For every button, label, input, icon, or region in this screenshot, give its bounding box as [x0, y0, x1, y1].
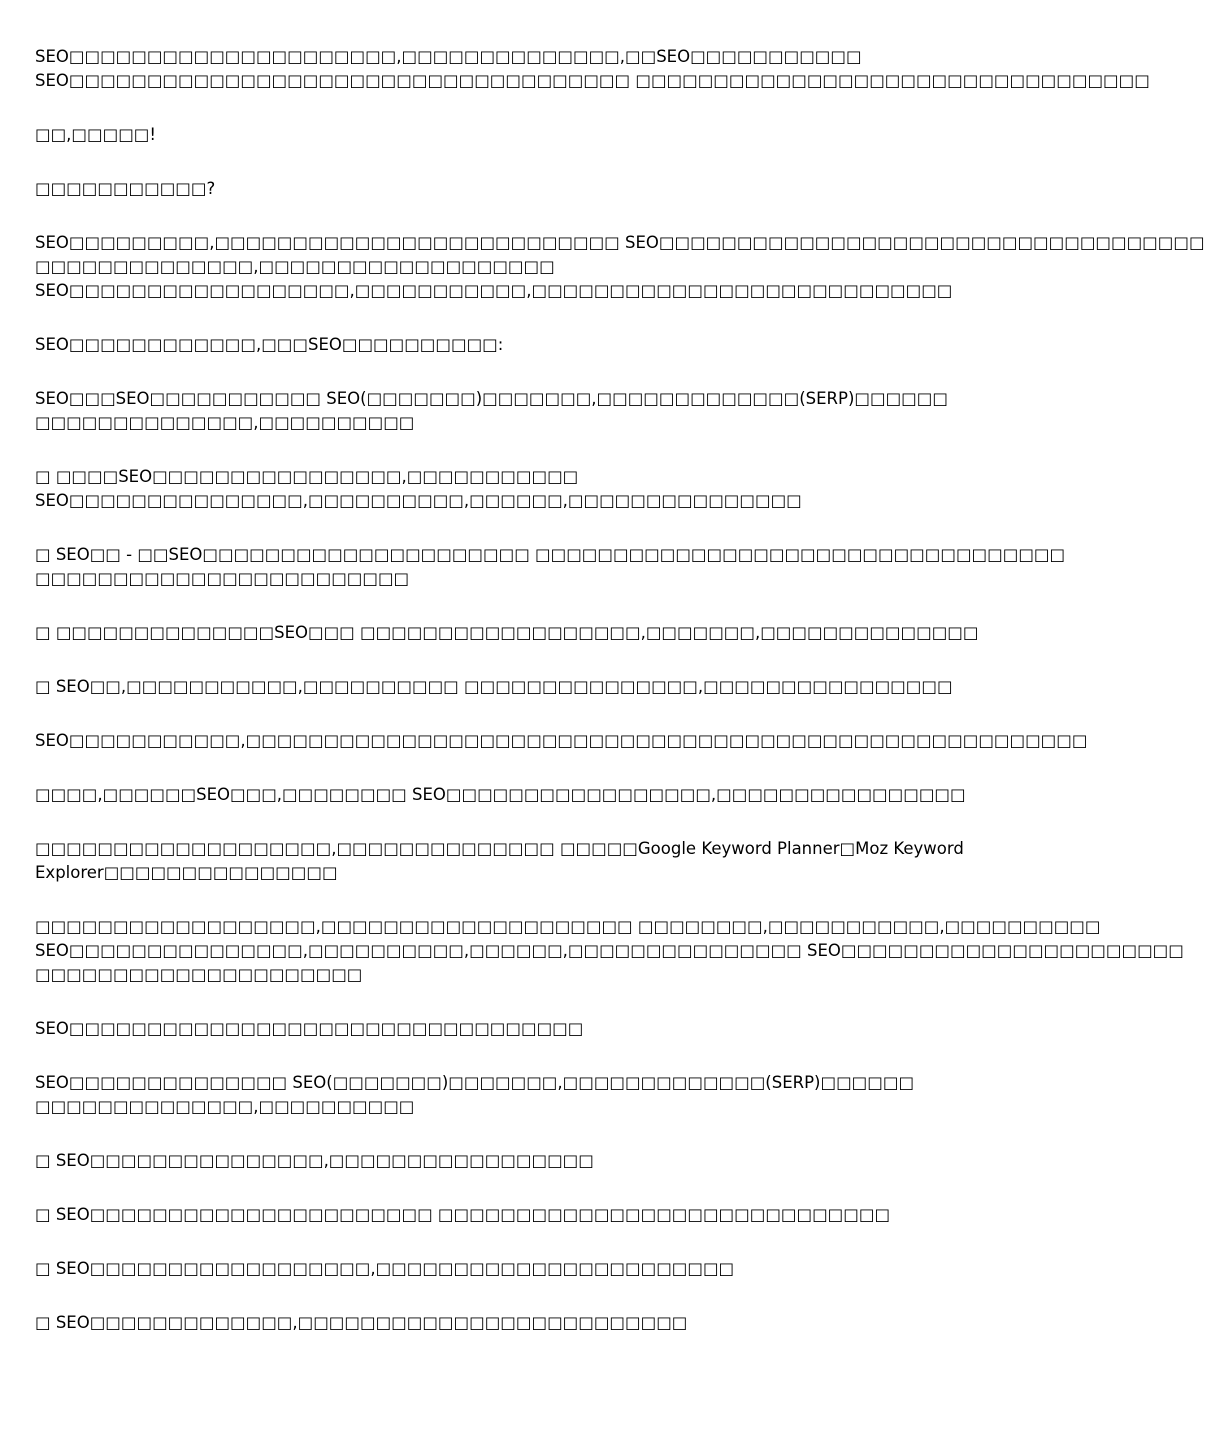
- paragraph: [35, 543, 1066, 591]
- text-line: SEO□□□SEO□□□□□□□□□□□ SEO(□□□□□□□)□□□□□□□,□□□□□□□□□□□□□(SERP)□□□□□□: [35, 389, 948, 408]
- paragraph: [35, 1257, 990, 1281]
- paragraph: [35, 177, 990, 201]
- text-line: SEO□□□□□□□□□□□□□□□□□□□□□□□□□□□□□□□□□□□□ □□□□□□□□□□□□□□□□□□□□□□□□□□□□□□□□□: [35, 71, 1150, 90]
- text-line: Explorer□□□□□□□□□□□□□□□: [35, 863, 338, 882]
- paragraph: [35, 1071, 990, 1119]
- paragraph: [35, 1203, 990, 1227]
- text-line: SEO□□□□□□□□□□□□□□ SEO(□□□□□□□)□□□□□□□,□□□□□□□□□□□□□(SERP)□□□□□□: [35, 1073, 915, 1092]
- text-line: SEO□□□□□□□□□□□□□□□□□□□□□,□□□□□□□□□□□□□□,□□SEO□□□□□□□□□□□: [35, 47, 862, 66]
- paragraph: [35, 675, 990, 699]
- paragraph: [35, 729, 1088, 753]
- paragraph: [35, 1017, 990, 1041]
- text-line: □ SEO□□ - □□SEO□□□□□□□□□□□□□□□□□□□□□ □□□□□□□□□□□□□□□□□□□□□□□□□□□□□□□□□□: [35, 545, 1066, 564]
- text-line: SEO□□□□□□□□□□□,□□□□□□□□□□□□□□□□□□□□□□□□□□□□□□□□□□□□□□□□□□□□□□□□□□□□□□: [35, 731, 1088, 750]
- text-line: SEO□□□□□□□□□□□□□□□□□□□□□□□□□□□□□□□□□: [35, 1019, 584, 1038]
- document-page: [35, 45, 1205, 1365]
- text-line: □ □□□□SEO□□□□□□□□□□□□□□□□,□□□□□□□□□□□: [35, 467, 579, 486]
- text-line: □□□□□□□□□□□□□□,□□□□□□□□□□: [35, 413, 415, 432]
- text-line: □□□□□□□□□□□□□□□□□□,□□□□□□□□□□□□□□□□□□□□ □□□□□□□□,□□□□□□□□□□□,□□□□□□□□□□: [35, 917, 1101, 936]
- paragraph: [35, 465, 990, 513]
- paragraph: [35, 1149, 990, 1173]
- text-line: □ SEO□□□□□□□□□□□□□□□,□□□□□□□□□□□□□□□□□: [35, 1151, 594, 1170]
- text-line: □ □□□□□□□□□□□□□□SEO□□□ □□□□□□□□□□□□□□□□□□,□□□□□□□,□□□□□□□□□□□□□□: [35, 623, 979, 642]
- text-line: □ SEO□□□□□□□□□□□□□,□□□□□□□□□□□□□□□□□□□□□□□□□: [35, 1313, 688, 1332]
- paragraph: [35, 915, 1184, 987]
- text-line: □□□□□□□□□□□□□□□□□□□□□□□□: [35, 569, 410, 588]
- text-line: SEO□□□□□□□□□□□□□□□□□□,□□□□□□□□□□□,□□□□□□□□□□□□□□□□□□□□□□□□□□□: [35, 281, 953, 300]
- paragraph: [35, 1311, 990, 1335]
- text-line: □□□□□□□□□□□□□□□□□□□,□□□□□□□□□□□□□□ □□□□□Google Keyword Planner□Moz Keyword: [35, 839, 964, 858]
- text-line: □ SEO□□,□□□□□□□□□□□,□□□□□□□□□□ □□□□□□□□□□□□□□□,□□□□□□□□□□□□□□□□: [35, 677, 953, 696]
- text-line: SEO□□□□□□□□□□□□□□□,□□□□□□□□□□,□□□□□□,□□□□□□□□□□□□□□□ SEO□□□□□□□□□□□□□□□□□□□□□□: [35, 941, 1184, 960]
- text-line: □□□□□□□□□□□□□□□□□□□□□: [35, 965, 363, 984]
- paragraph: [35, 333, 990, 357]
- text-line: □ SEO□□□□□□□□□□□□□□□□□□□□□□ □□□□□□□□□□□□□□□□□□□□□□□□□□□□□: [35, 1205, 891, 1224]
- text-line: SEO□□□□□□□□□□□□□□□,□□□□□□□□□□,□□□□□□,□□□□□□□□□□□□□□□: [35, 491, 802, 510]
- text-line: □□□□□□□□□□□□□□,□□□□□□□□□□□□□□□□□□□: [35, 257, 555, 276]
- paragraph: [35, 123, 990, 147]
- text-line: □□□□,□□□□□□SEO□□□,□□□□□□□□ SEO□□□□□□□□□□□□□□□□□,□□□□□□□□□□□□□□□□: [35, 785, 966, 804]
- text-line: □□,□□□□□!: [35, 125, 156, 144]
- paragraph: [35, 837, 990, 885]
- paragraph: [35, 45, 1150, 93]
- paragraph: [35, 783, 990, 807]
- paragraph: [35, 621, 990, 645]
- text-line: SEO□□□□□□□□□,□□□□□□□□□□□□□□□□□□□□□□□□□□ SEO□□□□□□□□□□□□□□□□□□□□□□□□□□□□□□□□□□□: [35, 233, 1205, 252]
- text-line: □ SEO□□□□□□□□□□□□□□□□□□,□□□□□□□□□□□□□□□□□□□□□□□: [35, 1259, 735, 1278]
- text-line: □□□□□□□□□□□?: [35, 179, 216, 198]
- text-line: SEO□□□□□□□□□□□□,□□□SEO□□□□□□□□□□:: [35, 335, 504, 354]
- paragraph: [35, 387, 990, 435]
- text-line: □□□□□□□□□□□□□□,□□□□□□□□□□: [35, 1097, 415, 1116]
- paragraph: [35, 231, 1205, 303]
